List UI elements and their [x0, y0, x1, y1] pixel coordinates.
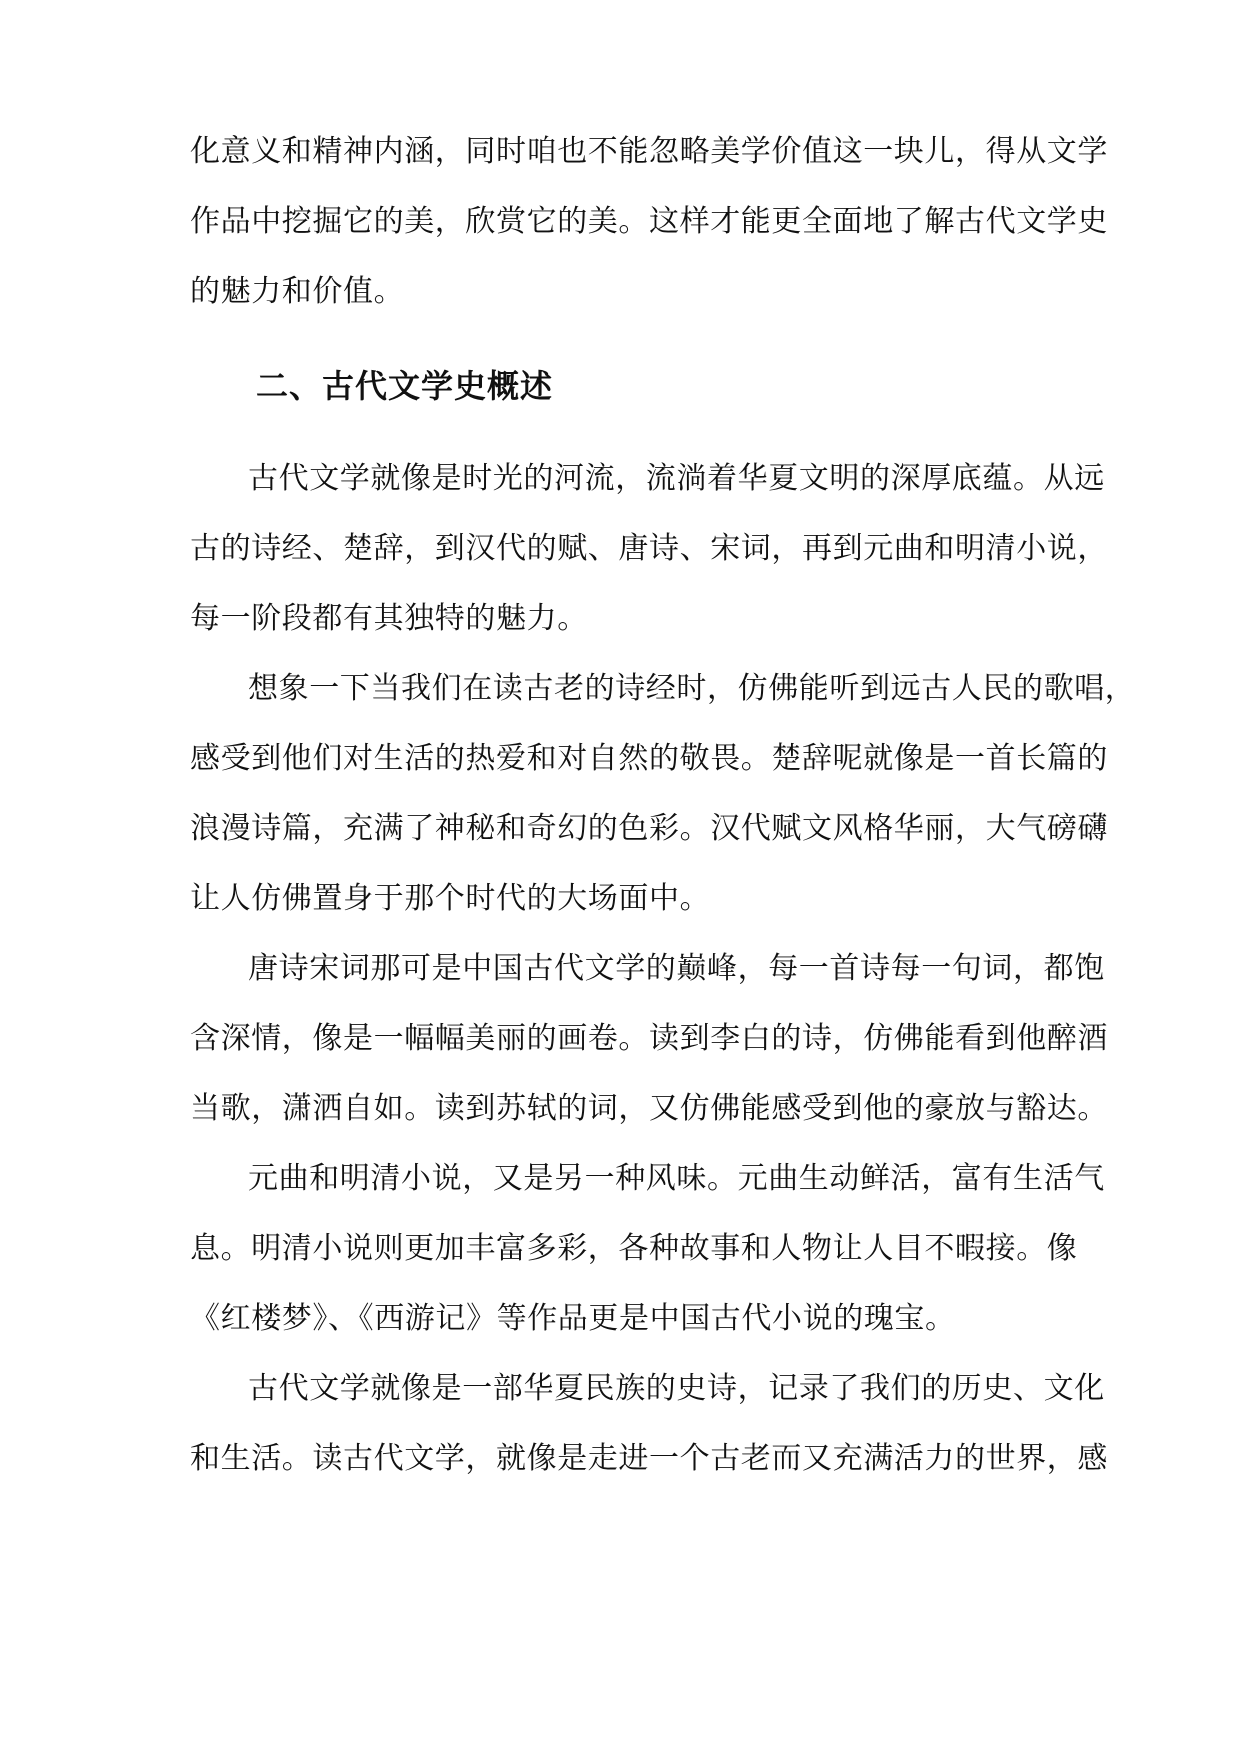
paragraph-line: 古代文学就像是时光的河流，流淌着华夏文明的深厚底蕴。从远	[248, 461, 1105, 496]
paragraph-line: 让人仿佛置身于那个时代的大场面中。	[190, 881, 711, 916]
paragraph-line: 和生活。读古代文学，就像是走进一个古老而又充满活力的世界，感	[190, 1441, 1108, 1476]
paragraph-line: 感受到他们对生活的热爱和对自然的敬畏。楚辞呢就像是一首长篇的	[190, 741, 1108, 776]
paragraph-line: 化意义和精神内涵，同时咱也不能忽略美学价值这一块儿，得从文学	[190, 134, 1108, 169]
paragraph-line: 想象一下当我们在读古老的诗经时，仿佛能听到远古人民的歌唱，	[248, 671, 1136, 706]
paragraph-line: 古的诗经、楚辞，到汉代的赋、唐诗、宋词，再到元曲和明清小说，	[190, 531, 1108, 566]
paragraph-line: 当歌，潇洒自如。读到苏轼的词，又仿佛能感受到他的豪放与豁达。	[190, 1091, 1108, 1126]
paragraph-line: 含深情，像是一幅幅美丽的画卷。读到李白的诗，仿佛能看到他醉酒	[190, 1021, 1108, 1056]
paragraph-line: 《红楼梦》、《西游记》等作品更是中国古代小说的瑰宝。	[190, 1301, 956, 1336]
paragraph-line: 唐诗宋词那可是中国古代文学的巅峰，每一首诗每一句词，都饱	[248, 951, 1105, 986]
paragraph-line: 的魅力和价值。	[190, 274, 405, 309]
paragraph-line: 元曲和明清小说，又是另一种风味。元曲生动鲜活，富有生活气	[248, 1161, 1105, 1196]
section-heading: 二、古代文学史概述	[256, 367, 554, 405]
paragraph-line: 浪漫诗篇，充满了神秘和奇幻的色彩。汉代赋文风格华丽，大气磅礴	[190, 811, 1108, 846]
paragraph-line: 息。明清小说则更加丰富多彩，各种故事和人物让人目不暇接。像	[190, 1231, 1078, 1266]
paragraph-line: 作品中挖掘它的美，欣赏它的美。这样才能更全面地了解古代文学史	[190, 204, 1108, 239]
paragraph-line: 古代文学就像是一部华夏民族的史诗，记录了我们的历史、文化	[248, 1371, 1105, 1406]
paragraph-line: 每一阶段都有其独特的魅力。	[190, 601, 588, 636]
